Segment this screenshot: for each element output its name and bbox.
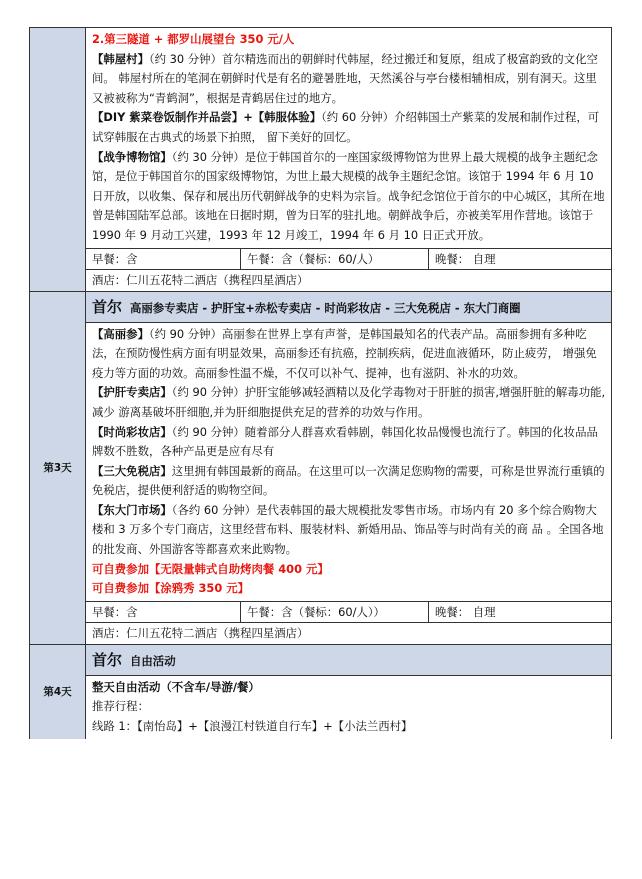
day2-day-cell [30,28,86,291]
cosmetics-label: 【时尚彩妆店】 [92,424,172,439]
optional-graffiti-show: 可自费参加【涂鸦秀 350 元】 [92,581,250,596]
day3-meals [86,601,611,622]
hanok-text: （约 30 分钟）首尔精选而出的朝鲜时代韩屋，经过搬迁和复原，组成了极富韵致的文化空间。 韩屋村所在的笔洞在朝鲜时代是有名的避暑胜地，天然溪谷与亭台楼相辅相成，别有洞天。这里又被被称为“青鹤洞”，根据是青鹤居住过的地方。 [92,51,598,105]
war-museum-text: （约 30 分钟）是位于韩国首尔的一座国家级博物馆为世界上最大规模的战争主题纪念馆，是位于韩国首尔的国家级博物馆，为世上最大规模的战争主题纪念馆。该馆于 1994 年 6 月 10 日开放，以收集、保存和展出历代朝鲜战争的史料为宗旨。战争纪念馆位于首尔的中心城区，其所在地曾是韩国陆军总部。该地在日据时期，曾为日军的驻扎地。朝鲜战争后，亦被美军用作营地。该馆于 1990 年 9 月动工兴建，1993 年 12 月竣工，1994 年 6 月 10 日正式开放。 [92,149,605,242]
ginseng-paragraph [92,325,606,384]
dongdaemun-text: （各约 60 分钟）是代表韩国的最大规模批发零售市场。市场内有 20 多个综合购物大楼和 3 万多个专门商店，这里经营布料、服装材料、新婚用品、饰品等与时尚有关的商 品 。全国各地的批发商、外国游客等都喜欢来此购物。 [92,502,604,557]
cosmetics-paragraph [92,423,606,462]
day2-meals [86,248,611,269]
day3-route: 高丽参专卖店 - 护肝宝+赤松专卖店 - 时尚彩妆店 - 三大免税店 - 东大门商圈 [130,300,521,315]
dutyfree-label: 【三大免税店】 [92,463,172,478]
diy-paragraph [92,108,606,147]
day2-description [86,28,611,248]
breakfast: 早餐：含 [86,602,241,622]
day4-day-label: 第4天 [30,645,86,739]
war-museum-label: 【战争博物馆】 [92,149,172,164]
day3-city: 首尔 [92,297,123,316]
day4-city: 首尔 [92,650,123,669]
day2-hotel: 酒店：仁川五花特二酒店（携程四星酒店） [86,269,611,291]
spot-title: 2.第三隧道 + 都罗山展望台 350 元/人 [92,32,295,46]
route-line-1: 线路 1：【南怡岛】+【浪漫江村铁道自行车】+【小法兰西村】 [92,719,413,734]
liver-label: 【护肝专卖店】 [92,385,172,400]
day4-content [86,645,611,739]
dutyfree-text: 这里拥有韩国最新的商品。在这里可以一次满足您购物的需要，可称是世界流行重镇的免税店，提供便利舒适的购物空间。 [92,463,605,498]
day4-route: 自由活动 [130,653,176,668]
day4-header [86,645,611,676]
dinner: 晚餐： 自理 [435,251,496,266]
ginseng-label: 【高丽参】 [92,326,149,341]
liver-paragraph [92,383,606,422]
day3-day-label: 第3天 [30,292,86,644]
dinner: 晚餐： 自理 [435,604,496,619]
itinerary-table [29,27,612,739]
day3-row [29,292,612,645]
day3-hotel: 酒店：仁川五花特二酒店（携程四星酒店） [86,622,611,644]
free-day-title: 整天自由活动（不含车/导游/餐） [92,679,260,694]
lunch: 午餐：含（餐标：60/人） [241,249,429,269]
lunch: 午餐：含（餐标：60/人）） [241,602,429,622]
diy-label: 【DIY 紫菜卷饭制作并品尝】+【韩服体验】 [92,110,322,125]
optional-bbq: 可自费参加【无限量韩式自助烤肉餐 400 元】 [92,561,329,576]
day2-content [86,28,611,291]
hanok-paragraph [92,50,606,109]
cosmetics-text: （约 90 分钟）随着部分人群喜欢看韩剧，韩国化妆品慢慢也流行了。韩国的化妆品品牌数不胜数，各种产品更是应有尽有 [92,424,598,459]
breakfast: 早餐：含 [86,249,241,269]
diy-text: （约 60 分钟）介绍韩国土产紫菜的发展和制作过程，可试穿韩服在古典式的场景下拍照， 留下美好的回忆。 [92,110,600,144]
recommend-label: 推荐行程： [92,699,149,714]
day3-content [86,292,611,644]
day3-header [86,292,611,323]
dongdaemun-label: 【东大门市场】 [92,502,172,517]
ginseng-text: （约 90 分钟）高丽参在世界上享有声誉，是韩国最知名的代表产品。高丽参拥有多种吃法，在预防慢性病方面有明显效果，高丽参还有抗癌，控制疾病，促进血液循环，防止疲劳， 增强免疫力等方面的功效。高丽参性温不燥，不仅可以补气、提神，也有滋阴、补水的功效。 [92,326,597,380]
dutyfree-paragraph [92,462,606,501]
day2-row [29,27,612,292]
day3-description [86,323,611,601]
dongdaemun-paragraph [92,501,606,560]
day4-row [29,645,612,739]
war-museum-paragraph [92,148,606,246]
liver-text: （约 90 分钟）护肝宝能够减轻酒精以及化学毒物对于肝脏的损害,增强肝脏的解毒功能,减少 游离基破坏肝细胞,并为肝细胞提供充足的营养的功效与作用。 [92,385,606,419]
day4-description [86,676,611,739]
hanok-label: 【韩屋村】 [92,51,149,66]
